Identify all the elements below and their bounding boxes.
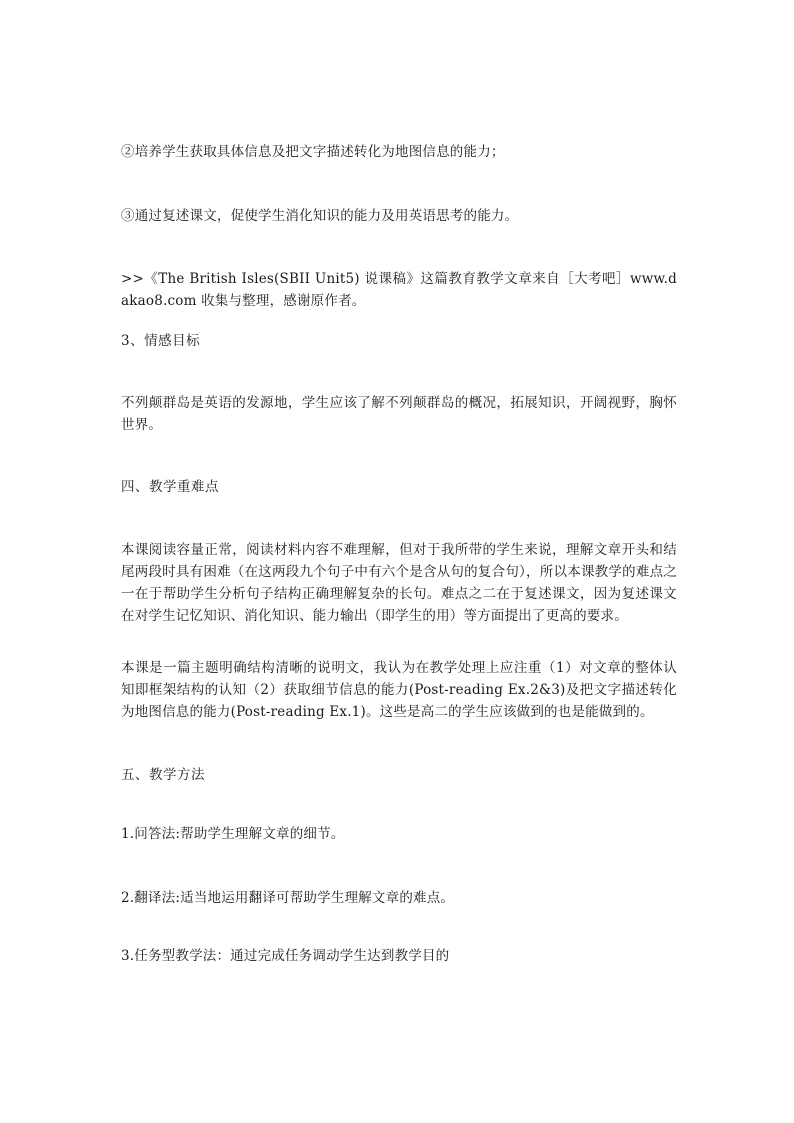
ability-goal-2: ②培养学生获取具体信息及把文字描述转化为地图信息的能力； bbox=[121, 144, 505, 160]
method-item-2: 2.翻译法:适当地运用翻译可帮助学生理解文章的难点。 bbox=[121, 890, 455, 906]
method-item-1: 1.问答法:帮助学生理解文章的细节。 bbox=[121, 826, 345, 842]
source-attribution: >>《The British Isles(SBII Unit5) 说课稿》这篇教育教学文章来自［大考吧］www.dakao8.com 收集与整理，感谢原作者。 bbox=[121, 271, 677, 309]
key-points-text: 本课阅读容量正常，阅读材料内容不难理解，但对于我所带的学生来说，理解文章开头和结尾两段时具有困难（在这两段九个句子中有六个是含从句的复合句），所以本课教学的难点之一在于帮助学生分析句子结构正确理解复杂的长句。难点之二在于复述课文，因为复述课文在对学生记忆知识、消化知识、能力输出（即学生的用）等方面提出了更高的要求。 bbox=[121, 542, 677, 624]
emotion-goal-text: 不列颠群岛是英语的发源地，学生应该了解不列颠群岛的概况，拓展知识，开阔视野，胸怀世界。 bbox=[121, 395, 677, 433]
method-item-3: 3.任务型教学法：通过完成任务调动学生达到教学目的 bbox=[121, 948, 450, 964]
section-heading-methods: 五、教学方法 bbox=[121, 767, 205, 783]
section-heading-key-points: 四、教学重难点 bbox=[121, 479, 219, 495]
section-heading-emotion-goal: 3、情感目标 bbox=[121, 333, 201, 349]
ability-goal-3: ③通过复述课文，促使学生消化知识的能力及用英语思考的能力。 bbox=[121, 208, 519, 224]
teaching-approach-text: 本课是一篇主题明确结构清晰的说明文，我认为在教学处理上应注重（1）对文章的整体认知即框架结构的认知（2）获取细节信息的能力(Post-reading Ex.2&3)及把文字描述转化为地图信息的能力(Post-reading Ex.1)。这些是高二的学生应该做到的也是能做到的。 bbox=[121, 660, 677, 720]
